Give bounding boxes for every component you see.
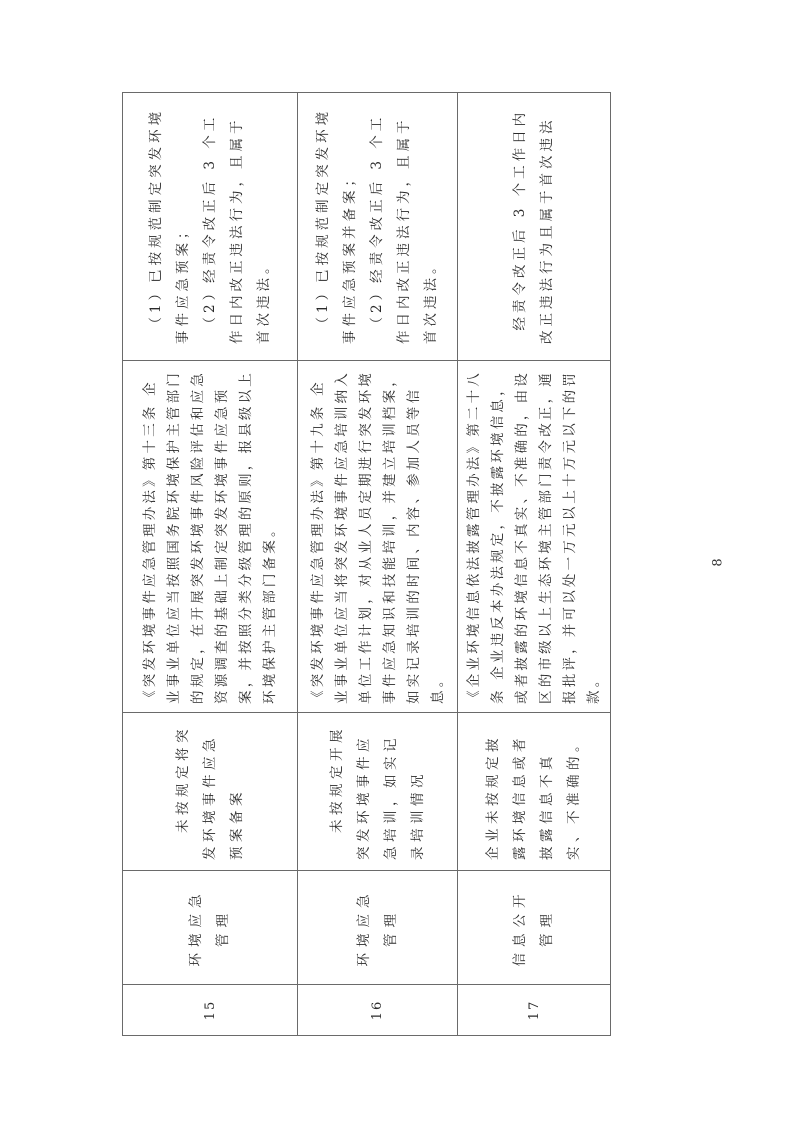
result-line: （1）已按规范制定突发环境事件应急预案； (147, 107, 191, 344)
row-category: 环境应急管理 (298, 871, 458, 985)
violation-table (122, 92, 611, 1036)
row-category: 环境应急管理 (123, 871, 298, 985)
result-line: （2）经责令改正后 3 个工作日内改正违法行为，且属于首次违法。 (369, 113, 439, 344)
row-description: 未按规定开展突发环境事件应急培训，如实记录培训情况 (298, 713, 458, 871)
row-description: 企业未按规定披露环境信息或者披露信息不真实、不准确的。 (458, 713, 611, 871)
row-number: 15 (123, 985, 298, 1036)
result-line: （1）已按规范制定突发环境事件应急预案并备案； (315, 107, 358, 344)
row-description: 未按规定将突发环境事件应急预案备案 (123, 713, 298, 871)
row-law-basis: 《企业环境信息依法披露管理办法》第二十八条 企业违反本办法规定，不披露环境信息，或者披露的环境信息不真实、不准确的，由设区的市级以上生态环境主管部门责令改正，通报批评，并可以处一万元以上十万元以下的罚款。 (458, 361, 611, 713)
table-row (123, 93, 298, 1036)
row-category: 信息公开管理 (458, 871, 611, 985)
rotated-table-container (122, 93, 602, 1036)
page-number: 8 (710, 558, 726, 567)
row-result (298, 93, 458, 361)
row-result (458, 93, 611, 361)
table-row (298, 93, 458, 1036)
row-law-basis: 《突发环境事件应急管理办法》第十三条 企业事业单位应当按照国务院环境保护主管部门的规定，在开展突发环境事件风险评估和应急资源调查的基础上制定突发环境事件应急预案，并按照分类分级管理的原则，报县级以上环境保护主管部门备案。 (123, 361, 298, 713)
row-result (123, 93, 298, 361)
result-line: 经责令改正后 3 个工作日内改正违法行为且属于首次违法 (512, 108, 555, 344)
row-number: 16 (298, 985, 458, 1036)
row-number: 17 (458, 985, 611, 1036)
row-law-basis: 《突发环境事件应急管理办法》第十九条 企业事业单位应当将突发环境事件应急培训纳入单位工作计划，对从业人员定期进行突发环境事件应急知识和技能培训，并建立培训档案，如实记录培训的时间、内容、参加人员等信息。 (298, 361, 458, 713)
result-line: （2）经责令改正后 3 个工作日内改正违法行为，且属于首次违法。 (201, 113, 272, 344)
table-row (458, 93, 611, 1036)
